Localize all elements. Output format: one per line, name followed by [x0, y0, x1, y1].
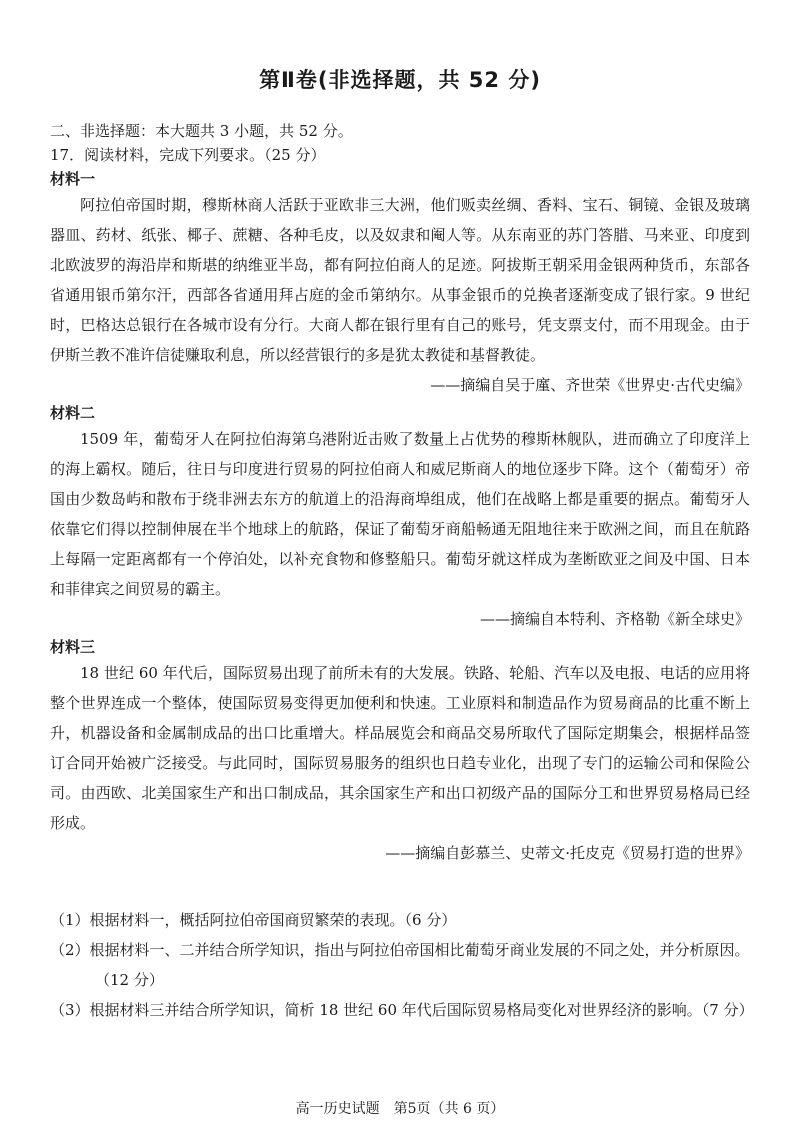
- material-source: ——摘编自彭慕兰、史蒂文·托皮克《贸易打造的世界》: [385, 844, 750, 862]
- material-label: 材料二: [50, 404, 96, 422]
- page-title: 第Ⅱ卷(非选择题，共 52 分): [259, 68, 541, 92]
- sub-question: （2）根据材料一、二并结合所学知识，指出与阿拉伯帝国相比葡萄牙商业发展的不同之处，并分析原因。（12 分）: [50, 941, 750, 989]
- question-content: [50, 118, 750, 870]
- material-source: ——摘编自本特利、齐格勒《新全球史》: [479, 610, 750, 628]
- material-text: 1509 年，葡萄牙人在阿拉伯海第乌港附近击败了数量上占优势的穆斯林舰队，进而确立了印度洋上的海上霸权。随后，往日与印度进行贸易的阿拉伯商人和威尼斯商人的地位逐步下降。这个（葡萄牙）帝国由少数岛屿和散布于绕非洲去东方的航道上的沿海商埠组成，他们在战略上都是重要的据点。葡萄牙人依靠它们得以控制伸展在半个地球上的航路，保证了葡萄牙商船畅通无阻地往来于欧洲之间，而且在航路上每隔一定距离都有一个停泊处，以补充食物和修整船只。葡萄牙就这样成为垄断欧亚之间及中国、日本和菲律宾之间贸易的霸主。: [50, 430, 750, 598]
- material-text: 18 世纪 60 年代后，国际贸易出现了前所未有的大发展。铁路、轮船、汽车以及电报、电话的应用将整个世界连成一个整体，使国际贸易变得更加便利和快速。工业原料和制造品作为贸易商品的比重不断上升，机器设备和金属制成品的出口比重增大。样品展览会和商品交易所取代了国际定期集会，根据样品签订合同开始被广泛接受。与此同时，国际贸易服务的组织也日趋专业化，出现了专门的运输公司和保险公司。由西欧、北美国家生产和出口制成品，其余国家生产和出口初级产品的国际分工和世界贸易格局已经形成。: [50, 664, 750, 832]
- material-block: [50, 168, 750, 400]
- material-source: ——摘编自吴于廑、齐世荣《世界史·古代史编》: [430, 376, 750, 394]
- sub-questions: [50, 905, 754, 1025]
- material-block: [50, 636, 750, 868]
- material-block: [50, 402, 750, 634]
- sub-question: （1）根据材料一，概括阿拉伯帝国商贸繁荣的表现。（6 分）: [50, 911, 457, 929]
- material-text: 阿拉伯帝国时期，穆斯林商人活跃于亚欧非三大洲，他们贩卖丝绸、香料、宝石、铜镜、金银及玻璃器皿、药材、纸张、椰子、蔗糖、各种毛皮，以及奴隶和阉人等。从东南亚的苏门答腊、马来亚、印度到北欧波罗的海沿岸和斯堪的纳维亚半岛，都有阿拉伯商人的足迹。阿拔斯王朝采用金银两种货币，东部各省通用银币第尔汗，西部各省通用拜占庭的金币第纳尔。从事金银币的兑换者逐渐变成了银行家。9 世纪时，巴格达总银行在各城市设有分行。大商人都在银行里有自己的账号，凭支票支付，而不用现金。由于伊斯兰教不准许信徒赚取利息，所以经营银行的多是犹太教徒和基督教徒。: [50, 196, 750, 364]
- material-label: 材料一: [50, 170, 96, 188]
- material-label: 材料三: [50, 638, 96, 656]
- question-intro: 17．阅读材料，完成下列要求。（25 分）: [50, 146, 326, 164]
- section-heading: 二、非选择题：本大题共 3 小题，共 52 分。: [50, 122, 353, 140]
- sub-question: （3）根据材料三并结合所学知识，简析 18 世纪 60 年代后国际贸易格局变化对世界经济的影响。（7 分）: [50, 1001, 754, 1019]
- page-footer: 高一历史试题 第5页（共 6 页）: [295, 1101, 505, 1117]
